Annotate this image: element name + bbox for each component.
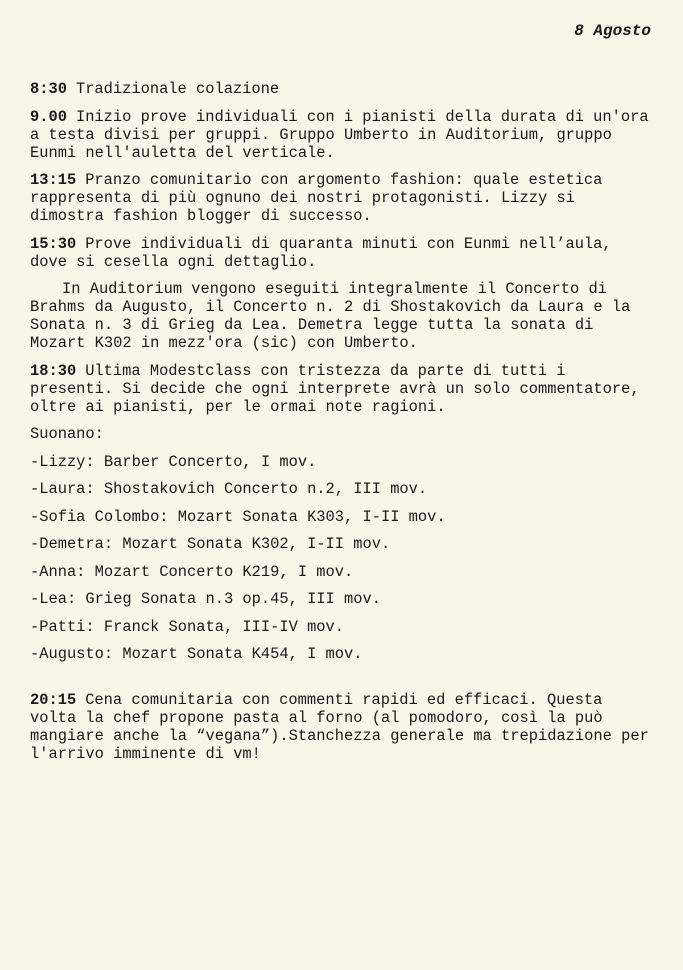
performer-item: -Laura: Shostakovich Concerto n.2, III mov. bbox=[30, 480, 428, 498]
entry-time: 13:15 bbox=[30, 171, 77, 189]
performer-item: -Anna: Mozart Concerto K219, I mov. bbox=[30, 562, 354, 581]
page-date: 8 Agosto bbox=[574, 22, 651, 40]
entry-text: Inizio prove individuali con i pianisti della durata di un'ora a testa divisi per gruppi. Gruppo Umberto in Auditorium, gruppo Eunmi nell'auletta del verticale. bbox=[30, 107, 649, 162]
performer-item: -Lea: Grieg Sonata n.3 op.45, III mov. bbox=[30, 590, 381, 608]
entry-text: Prove individuali di quaranta minuti con Eunmi nell’aula, dove si cesella ogni dettaglio. bbox=[30, 234, 612, 271]
entry-time: 20:15 bbox=[30, 690, 77, 709]
spacer bbox=[30, 673, 655, 691]
entry-breakfast bbox=[30, 80, 655, 98]
performer-item: -Lizzy: Barber Concerto, I mov. bbox=[30, 452, 317, 471]
performer-item: -Augusto: Mozart Sonata K454, I mov. bbox=[30, 645, 363, 663]
entry-rehearsals bbox=[30, 108, 655, 162]
entry-text: Pranzo comunitario con argomento fashion: quale estetica rappresenta di più ognuno dei nostri protagonisti. Lizzy si dimostra fashion blogger di successo. bbox=[30, 171, 603, 225]
performer-item: -Demetra: Mozart Sonata K302, I-II mov. bbox=[30, 535, 391, 553]
entry-time: 18:30 bbox=[30, 361, 77, 380]
entry-text: Ultima Modestclass con tristezza da parte di tutti i presenti. Si decide che ogni interprete avrà un solo commentatore, oltre ai pianisti, per le ormai note ragioni. bbox=[30, 361, 640, 416]
entry-time: 15:30 bbox=[30, 234, 77, 253]
entry-individual-lessons bbox=[30, 235, 655, 271]
entry-modestclass bbox=[30, 362, 655, 416]
entry-text: Tradizionale colazione bbox=[75, 80, 280, 98]
performer-item: -Sofia Colombo: Mozart Sonata K303, I-II mov. bbox=[30, 507, 446, 526]
entry-time: 8:30 bbox=[30, 80, 67, 98]
entry-dinner bbox=[30, 691, 655, 763]
entry-time: 9.00 bbox=[30, 107, 67, 126]
entry-text: Cena comunitaria con commenti rapidi ed efficaci. Questa volta la chef propone pasta al forno (al pomodoro, così la può mangiare anche la “vegana”).Stanchezza generale ma trepidazione per l'arrivo imminente di vm! bbox=[30, 690, 649, 763]
entry-lunch bbox=[30, 171, 655, 225]
auditorium-paragraph: In Auditorium vengono eseguiti integralmente il Concerto di Brahms da Augusto, il Concerto n. 2 di Shostakovich da Laura e la Sonata n. 3 di Grieg da Lea. Demetra legge tutta la sonata di Mozart K302 in mezz'ora (sic) con Umberto. bbox=[30, 280, 631, 352]
performer-item: -Patti: Franck Sonata, III-IV mov. bbox=[30, 617, 345, 636]
suonano-label: Suonano: bbox=[30, 425, 104, 443]
diary-content bbox=[30, 80, 655, 772]
